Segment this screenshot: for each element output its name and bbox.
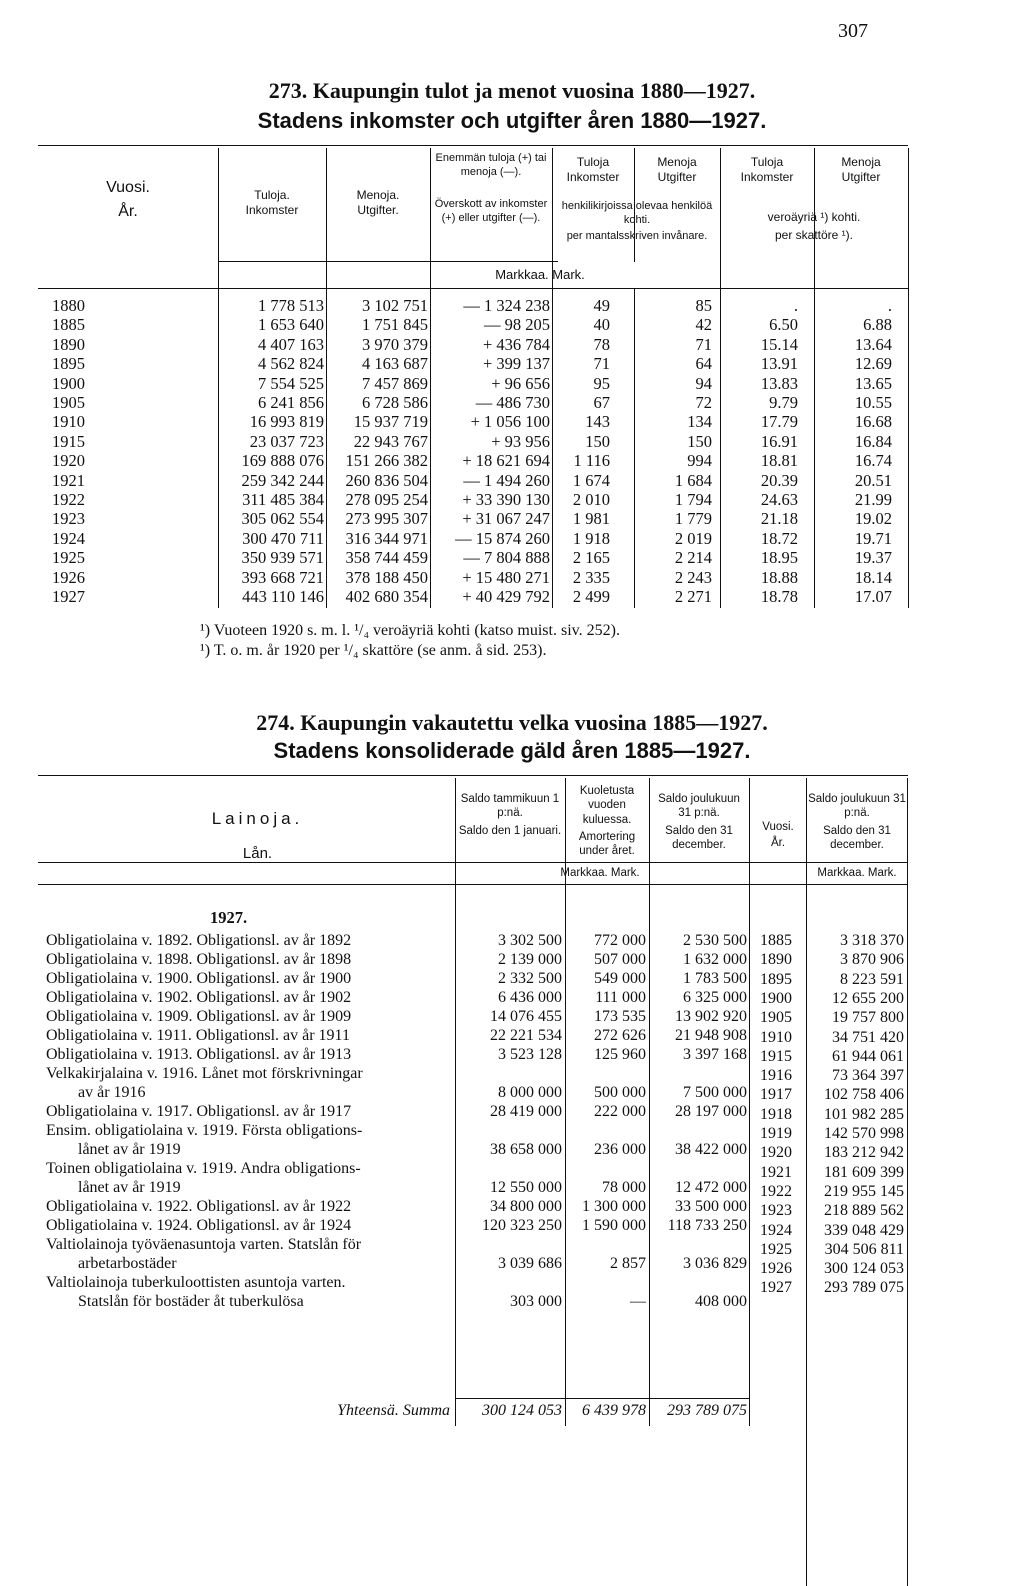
- surplus-cell: — 486 730: [475, 393, 550, 412]
- per-capita-income-cell: 1 918: [572, 528, 610, 548]
- surplus-cell: — 98 205: [484, 315, 550, 335]
- header-loans-sv: Lån.: [242, 845, 273, 862]
- loan-name: Ensim. obligatiolaina v. 1919. Första obligations-: [46, 1122, 363, 1139]
- loan-name-cont: av år 1916: [78, 1084, 146, 1101]
- header-year-fi-274: Vuosi.: [762, 821, 794, 833]
- per-skattore-expense-cell: 18.14: [854, 567, 892, 587]
- close-cell: 1 783 500: [683, 970, 747, 987]
- per-capita-income-cell: 1 116: [573, 451, 610, 471]
- surplus-cell: + 96 656: [491, 373, 550, 393]
- footnote-fi: ¹) Vuoteen 1920 s. m. l. ¹/₄ veroäyriä kohti (katso muist. siv. 252).: [200, 622, 620, 639]
- total-amort: 6 439 978: [582, 1402, 646, 1419]
- per-skattore-income-cell: 21.18: [760, 509, 798, 529]
- surplus-cell: + 33 390 130: [462, 490, 550, 509]
- close-cell: 3 036 829: [683, 1255, 747, 1272]
- yearly-balance-cell: 34 751 420: [832, 1028, 904, 1046]
- per-capita-expense-cell: 1 684: [674, 470, 712, 490]
- per-skattore-expense-cell: 6.88: [863, 315, 892, 335]
- table273-title-sv: Stadens inkomster och utgifter åren 1880—1927.: [257, 108, 767, 133]
- yearly-balance-cell: 3 318 370: [840, 932, 904, 949]
- per-capita-expense-cell: 994: [687, 451, 712, 471]
- yearly-year-cell: 1900: [760, 989, 792, 1007]
- income-cell: 393 668 721: [241, 567, 324, 587]
- income-cell: 311 485 384: [242, 490, 324, 509]
- loan-name: Valtiolainoja työväenasuntoja varten. Statslån för: [46, 1236, 362, 1253]
- amort-cell: 549 000: [594, 970, 646, 987]
- amort-cell: 1 590 000: [582, 1217, 646, 1234]
- per-skattore-expense-cell: 21.99: [854, 490, 892, 509]
- open-cell: 3 302 500: [498, 932, 562, 949]
- per-capita-expense-cell: 1 779: [674, 509, 712, 529]
- yearly-balance-row: [0, 971, 1024, 992]
- year-heading: 1927.: [210, 908, 248, 927]
- unit-row-274: Markkaa. Mark.: [560, 867, 640, 879]
- yearly-balance-cell: 293 789 075: [824, 1279, 904, 1297]
- year-cell: 1900: [52, 373, 85, 393]
- close-cell: 408 000: [695, 1293, 747, 1310]
- header-per-capita-sv: per mantalsskriven invånare.: [566, 230, 708, 242]
- page-number: 307: [838, 20, 868, 42]
- close-cell: 2 530 500: [683, 932, 747, 949]
- per-skattore-expense-cell: 16.84: [854, 431, 892, 451]
- per-skattore-income-cell: 18.88: [760, 567, 798, 587]
- per-skattore-income-cell: 6.50: [769, 315, 798, 335]
- loan-name: Obligatiolaina v. 1922. Obligationsl. av år 1922: [46, 1198, 352, 1215]
- yearly-balance-row: [0, 1106, 1024, 1127]
- yearly-year-cell: 1927: [760, 1279, 792, 1297]
- yearly-balance-cell: 3 870 906: [840, 951, 904, 969]
- header-year-fi: Vuosi.: [106, 179, 150, 196]
- income-cell: 7 554 525: [258, 373, 324, 393]
- per-capita-income-cell: 2 499: [572, 587, 610, 606]
- header-year-sv-274: År.: [770, 837, 786, 849]
- yearly-year-cell: 1926: [760, 1260, 792, 1278]
- close-cell: 28 197 000: [675, 1103, 747, 1120]
- per-skattore-income-cell: 24.63: [760, 490, 798, 509]
- open-cell: 34 800 000: [490, 1198, 562, 1215]
- header-close2-sv: Saldo den 31 december.: [823, 825, 891, 852]
- per-capita-expense-cell: 42: [695, 315, 712, 335]
- yearly-year-cell: 1925: [760, 1240, 792, 1258]
- per-capita-expense-cell: 150: [687, 431, 712, 451]
- header-tx-expense-sv: Utgifter: [841, 170, 881, 184]
- per-skattore-income-cell: 16.91: [760, 431, 798, 451]
- per-capita-expense-cell: 64: [695, 354, 712, 374]
- open-cell: 28 419 000: [490, 1103, 562, 1120]
- header-open-sv: Saldo den 1 januari.: [458, 825, 562, 837]
- yearly-balance-cell: 218 889 562: [824, 1202, 904, 1220]
- header-pc-income-sv: Inkomster: [566, 170, 620, 184]
- open-cell: 6 436 000: [498, 989, 562, 1006]
- yearly-year-cell: 1905: [760, 1009, 792, 1027]
- yearly-year-cell: 1890: [760, 951, 792, 969]
- header-open-fi: Saldo tammikuun 1 p:nä.: [460, 793, 560, 820]
- loan-name-cont: arbetarbostäder: [78, 1255, 177, 1272]
- yearly-balance-row: [0, 1048, 1024, 1069]
- header-tx-income-fi: Tuloja: [750, 155, 784, 169]
- yearly-year-cell: 1895: [760, 970, 792, 988]
- income-cell: 1 778 513: [258, 296, 324, 315]
- income-cell: 350 939 571: [241, 548, 324, 568]
- per-capita-expense-cell: 94: [695, 373, 712, 393]
- surplus-cell: — 7 804 888: [463, 548, 550, 568]
- expense-cell: 3 970 379: [362, 334, 428, 354]
- expense-cell: 1 751 845: [362, 315, 428, 335]
- header-close-fi: Saldo joulukuun 31 p:nä.: [658, 793, 740, 820]
- per-capita-income-cell: 2 165: [572, 548, 610, 568]
- year-cell: 1926: [52, 567, 85, 587]
- expense-cell: 4 163 687: [362, 354, 428, 374]
- header-per-skattore-fi: veroäyriä ¹) kohti.: [767, 210, 861, 224]
- per-skattore-income-cell: 13.91: [760, 354, 798, 374]
- year-cell: 1880: [52, 296, 85, 315]
- amort-cell: 772 000: [594, 932, 646, 949]
- per-skattore-income-cell: 13.83: [760, 373, 798, 393]
- yearly-balance-row: [0, 1164, 1024, 1185]
- income-cell: 169 888 076: [241, 451, 324, 471]
- unit-row: Markkaa. Mark.: [495, 267, 585, 282]
- surplus-cell: + 1 056 100: [470, 412, 550, 432]
- yearly-balance-row: [0, 1279, 1024, 1300]
- per-skattore-income-cell: .: [793, 296, 798, 315]
- year-cell: 1890: [52, 334, 85, 354]
- per-skattore-income-cell: 18.81: [760, 451, 798, 471]
- loan-name: Obligatiolaina v. 1913. Obligationsl. av år 1913: [46, 1046, 352, 1063]
- loan-name: Obligatiolaina v. 1892. Obligationsl. av år 1892: [46, 932, 352, 949]
- close-cell: 3 397 168: [683, 1046, 747, 1063]
- loan-name: Obligatiolaina v. 1917. Obligationsl. av år 1917: [46, 1103, 352, 1120]
- per-skattore-income-cell: 18.78: [760, 587, 798, 606]
- year-cell: 1915: [52, 431, 85, 451]
- income-cell: 23 037 723: [249, 431, 324, 451]
- header-pc-income-fi: Tuloja: [576, 155, 610, 169]
- yearly-balance-cell: 339 048 429: [824, 1221, 904, 1239]
- header-pc-expense-fi: Menoja: [657, 155, 697, 169]
- per-skattore-expense-cell: 19.02: [854, 509, 892, 529]
- per-capita-expense-cell: 2 019: [674, 528, 712, 548]
- year-cell: 1885: [52, 315, 85, 335]
- yearly-balance-row: [0, 1125, 1024, 1146]
- yearly-balance-cell: 19 757 800: [832, 1009, 904, 1027]
- close-cell: 118 733 250: [667, 1217, 747, 1234]
- header-tx-expense-fi: Menoja: [841, 155, 881, 169]
- loan-name-cont: lånet av år 1919: [78, 1179, 181, 1196]
- expense-cell: 378 188 450: [345, 567, 428, 587]
- per-capita-expense-cell: 2 243: [674, 567, 712, 587]
- surplus-cell: + 436 784: [482, 334, 550, 354]
- close-cell: 21 948 908: [675, 1027, 747, 1044]
- header-year-sv: År.: [118, 203, 138, 220]
- yearly-balance-row: [0, 951, 1024, 972]
- header-surplus-sv: Överskott av inkomster (+) eller utgifter (—).: [434, 198, 548, 224]
- year-cell: 1905: [52, 393, 85, 412]
- income-cell: 6 241 856: [258, 393, 324, 412]
- per-capita-expense-cell: 72: [695, 393, 712, 412]
- expense-cell: 316 344 971: [345, 528, 428, 548]
- loan-name: Obligatiolaina v. 1898. Obligationsl. av år 1898: [46, 951, 352, 968]
- header-per-capita-fi: henkilikirjoissa olevaa henkilöä kohti.: [561, 200, 713, 226]
- per-skattore-income-cell: 18.72: [760, 528, 798, 548]
- yearly-year-cell: 1916: [760, 1067, 792, 1085]
- yearly-balance-cell: 101 982 285: [824, 1105, 904, 1123]
- amort-cell: 2 857: [610, 1255, 646, 1272]
- header-expense-sv: Utgifter.: [357, 203, 399, 217]
- yearly-balance-row: [0, 1260, 1024, 1281]
- yearly-year-cell: 1923: [760, 1202, 792, 1220]
- total-close: 293 789 075: [667, 1402, 747, 1419]
- header-per-skattore-sv: per skattöre ¹).: [774, 228, 854, 242]
- open-cell: 3 039 686: [498, 1255, 562, 1272]
- expense-cell: 15 937 719: [353, 412, 428, 432]
- loan-name: Obligatiolaina v. 1902. Obligationsl. av år 1902: [46, 989, 352, 1006]
- loan-name-cont: lånet av år 1919: [78, 1141, 181, 1158]
- open-cell: 12 550 000: [490, 1179, 562, 1196]
- yearly-balance-row: [0, 1067, 1024, 1088]
- year-cell: 1920: [52, 451, 85, 471]
- open-cell: 14 076 455: [490, 1008, 562, 1025]
- per-skattore-expense-cell: 10.55: [854, 393, 892, 412]
- per-skattore-expense-cell: 20.51: [854, 470, 892, 490]
- close-cell: 33 500 000: [675, 1198, 747, 1215]
- income-cell: 259 342 244: [241, 470, 324, 490]
- total-label: Yhteensä. Summa: [337, 1402, 450, 1419]
- yearly-balance-row: [0, 1144, 1024, 1165]
- open-cell: 2 139 000: [498, 951, 562, 968]
- open-cell: 120 323 250: [482, 1217, 562, 1234]
- close-cell: 7 500 000: [683, 1084, 747, 1101]
- footnote-sv: ¹) T. o. m. år 1920 per ¹/₄ skattöre (se anm. å sid. 253).: [200, 642, 547, 659]
- table-row: [0, 587, 1024, 609]
- per-skattore-income-cell: 15.14: [760, 334, 798, 354]
- income-cell: 1 653 640: [258, 315, 324, 335]
- total-open: 300 124 053: [482, 1402, 562, 1419]
- surplus-cell: + 399 137: [482, 354, 550, 374]
- loan-name: Obligatiolaina v. 1911. Obligationsl. av år 1911: [46, 1027, 350, 1044]
- expense-cell: 402 680 354: [345, 587, 428, 606]
- loan-name: Obligatiolaina v. 1909. Obligationsl. av år 1909: [46, 1008, 352, 1025]
- year-cell: 1925: [52, 548, 85, 568]
- yearly-balance-cell: 73 364 397: [832, 1067, 904, 1085]
- year-cell: 1922: [52, 490, 85, 509]
- per-capita-income-cell: 71: [593, 354, 610, 374]
- open-cell: 22 221 534: [490, 1027, 562, 1044]
- per-skattore-expense-cell: 19.71: [854, 528, 892, 548]
- per-skattore-income-cell: 9.79: [769, 393, 798, 412]
- yearly-balance-cell: 142 570 998: [824, 1125, 904, 1142]
- table274-title-fi: 274. Kaupungin vakautettu velka vuosina 1885—1927.: [256, 710, 768, 735]
- expense-cell: 3 102 751: [362, 296, 428, 315]
- surplus-cell: — 1 494 260: [463, 470, 550, 490]
- yearly-year-cell: 1919: [760, 1125, 792, 1142]
- yearly-balance-row: [0, 1029, 1024, 1050]
- year-cell: 1927: [52, 587, 85, 606]
- per-skattore-expense-cell: 16.74: [854, 451, 892, 471]
- loan-name-cont: Statslån för bostäder åt tuberkulösa: [78, 1293, 304, 1310]
- per-skattore-expense-cell: 16.68: [854, 412, 892, 432]
- yearly-balance-row: [0, 1009, 1024, 1030]
- per-capita-expense-cell: 71: [695, 334, 712, 354]
- amort-cell: 111 000: [595, 989, 646, 1006]
- header-pc-expense-sv: Utgifter: [657, 170, 697, 184]
- expense-cell: 6 728 586: [362, 393, 428, 412]
- year-cell: 1921: [52, 470, 85, 490]
- open-cell: 303 000: [510, 1293, 562, 1310]
- yearly-balance-cell: 304 506 811: [824, 1240, 904, 1258]
- surplus-cell: — 1 324 238: [463, 296, 550, 315]
- amort-cell: 173 535: [594, 1008, 646, 1025]
- per-capita-expense-cell: 85: [695, 296, 712, 315]
- yearly-balance-cell: 183 212 942: [824, 1144, 904, 1162]
- per-skattore-income-cell: 20.39: [760, 470, 798, 490]
- amort-cell: 1 300 000: [582, 1198, 646, 1215]
- per-skattore-income-cell: 18.95: [760, 548, 798, 568]
- open-cell: 2 332 500: [498, 970, 562, 987]
- unit-row-274-right: Markkaa. Mark.: [817, 867, 897, 879]
- yearly-balance-cell: 102 758 406: [824, 1086, 904, 1104]
- loan-name: Toinen obligatiolaina v. 1919. Andra obligations-: [46, 1160, 361, 1177]
- yearly-year-cell: 1922: [760, 1182, 792, 1200]
- yearly-balance-row: [0, 990, 1024, 1011]
- header-income-fi: Tuloja.: [254, 188, 290, 202]
- amort-cell: —: [630, 1293, 646, 1310]
- year-cell: 1910: [52, 412, 85, 432]
- amort-cell: 500 000: [594, 1084, 646, 1101]
- amort-cell: 272 626: [594, 1027, 646, 1044]
- surplus-cell: + 40 429 792: [462, 587, 550, 606]
- yearly-balance-row: [0, 1241, 1024, 1262]
- open-cell: 3 523 128: [498, 1046, 562, 1063]
- header-amort-sv: Amortering under året.: [578, 831, 636, 858]
- table274-title-sv: Stadens konsoliderade gäld åren 1885—1927.: [273, 738, 751, 763]
- per-capita-expense-cell: 1 794: [674, 490, 712, 509]
- per-skattore-expense-cell: 19.37: [854, 548, 892, 568]
- expense-cell: 151 266 382: [345, 451, 428, 471]
- header-income-sv: Inkomster: [245, 203, 299, 217]
- expense-cell: 278 095 254: [345, 490, 428, 509]
- per-capita-income-cell: 1 674: [572, 470, 610, 490]
- per-capita-income-cell: 143: [585, 412, 610, 432]
- per-capita-income-cell: 1 981: [572, 509, 610, 529]
- yearly-year-cell: 1910: [760, 1028, 792, 1046]
- amort-cell: 78 000: [602, 1179, 646, 1196]
- loan-name: Obligatiolaina v. 1900. Obligationsl. av år 1900: [46, 970, 352, 987]
- per-skattore-income-cell: 17.79: [760, 412, 798, 432]
- amort-cell: 125 960: [594, 1046, 646, 1063]
- per-skattore-expense-cell: 13.64: [854, 334, 892, 354]
- close-cell: 13 902 920: [675, 1008, 747, 1025]
- header-tx-income-sv: Inkomster: [740, 170, 794, 184]
- amort-cell: 236 000: [594, 1141, 646, 1158]
- yearly-balance-cell: 61 944 061: [832, 1047, 904, 1065]
- year-cell: 1924: [52, 528, 85, 548]
- yearly-balance-row: [0, 1222, 1024, 1243]
- per-capita-expense-cell: 2 271: [674, 587, 712, 606]
- income-cell: 305 062 554: [241, 509, 324, 529]
- per-skattore-expense-cell: 13.65: [854, 373, 892, 393]
- yearly-year-cell: 1918: [760, 1105, 792, 1123]
- open-cell: 8 000 000: [498, 1084, 562, 1101]
- year-cell: 1923: [52, 509, 85, 529]
- yearly-year-cell: 1917: [760, 1086, 792, 1104]
- income-cell: 4 407 163: [258, 334, 324, 354]
- table273-title-fi: 273. Kaupungin tulot ja menot vuosina 1880—1927.: [268, 78, 756, 103]
- header-amort-fi: Kuoletusta vuoden kuluessa.: [579, 785, 635, 826]
- yearly-balance-row: [0, 1086, 1024, 1107]
- yearly-year-cell: 1915: [760, 1047, 792, 1065]
- per-capita-income-cell: 150: [585, 431, 610, 451]
- per-capita-income-cell: 2 335: [572, 567, 610, 587]
- yearly-balance-cell: 300 124 053: [824, 1260, 904, 1278]
- yearly-year-cell: 1924: [760, 1221, 792, 1239]
- amort-cell: 222 000: [594, 1103, 646, 1120]
- yearly-balance-cell: 219 955 145: [824, 1182, 904, 1200]
- yearly-balance-cell: 12 655 200: [832, 989, 904, 1007]
- surplus-cell: + 31 067 247: [462, 509, 550, 529]
- loan-name: Obligatiolaina v. 1924. Obligationsl. av år 1924: [46, 1217, 352, 1234]
- yearly-balance-cell: 181 609 399: [824, 1163, 904, 1181]
- yearly-balance-row: [0, 1202, 1024, 1223]
- header-close2-fi: Saldo joulukuun 31 p:nä.: [808, 793, 906, 820]
- expense-cell: 7 457 869: [362, 373, 428, 393]
- per-capita-expense-cell: 134: [687, 412, 712, 432]
- per-skattore-expense-cell: .: [887, 296, 892, 315]
- income-cell: 4 562 824: [258, 354, 324, 374]
- yearly-year-cell: 1885: [760, 932, 792, 949]
- per-capita-income-cell: 78: [593, 334, 610, 354]
- close-cell: 38 422 000: [675, 1141, 747, 1158]
- close-cell: 1 632 000: [683, 951, 747, 968]
- per-capita-income-cell: 2 010: [572, 490, 610, 509]
- per-capita-income-cell: 95: [593, 373, 610, 393]
- loan-name: Velkakirjalaina v. 1916. Lånet mot förskrivningar: [46, 1065, 363, 1082]
- yearly-balance-row: [0, 1183, 1024, 1204]
- amort-cell: 507 000: [594, 951, 646, 968]
- close-cell: 12 472 000: [675, 1179, 747, 1196]
- close-cell: 6 325 000: [683, 989, 747, 1006]
- yearly-year-cell: 1921: [760, 1163, 792, 1181]
- per-skattore-expense-cell: 12.69: [854, 354, 892, 374]
- yearly-year-cell: 1920: [760, 1144, 792, 1162]
- header-close-sv: Saldo den 31 december.: [665, 825, 733, 852]
- expense-cell: 260 836 504: [345, 470, 428, 490]
- income-cell: 443 110 146: [242, 587, 324, 606]
- expense-cell: 22 943 767: [353, 431, 428, 451]
- header-surplus-fi: Enemmän tuloja (+) tai menoja (—).: [435, 152, 547, 178]
- year-cell: 1895: [52, 354, 85, 374]
- income-cell: 300 470 711: [242, 528, 324, 548]
- surplus-cell: + 18 621 694: [462, 451, 550, 471]
- per-capita-income-cell: 49: [593, 296, 610, 315]
- expense-cell: 358 744 459: [345, 548, 428, 568]
- yearly-balance-cell: 8 223 591: [840, 970, 904, 988]
- open-cell: 38 658 000: [490, 1141, 562, 1158]
- expense-cell: 273 995 307: [345, 509, 428, 529]
- surplus-cell: — 15 874 260: [455, 528, 550, 548]
- surplus-cell: + 15 480 271: [462, 567, 550, 587]
- loan-name: Valtiolainoja tuberkuloottisten asuntoja varten.: [46, 1274, 346, 1291]
- yearly-balance-row: [0, 932, 1024, 953]
- per-capita-expense-cell: 2 214: [674, 548, 712, 568]
- header-loans-fi: Lainoja.: [211, 809, 304, 828]
- per-capita-income-cell: 67: [593, 393, 610, 412]
- per-capita-income-cell: 40: [593, 315, 610, 335]
- header-expense-fi: Menoja.: [356, 188, 400, 202]
- per-skattore-expense-cell: 17.07: [854, 587, 892, 606]
- income-cell: 16 993 819: [249, 412, 324, 432]
- surplus-cell: + 93 956: [491, 431, 550, 451]
